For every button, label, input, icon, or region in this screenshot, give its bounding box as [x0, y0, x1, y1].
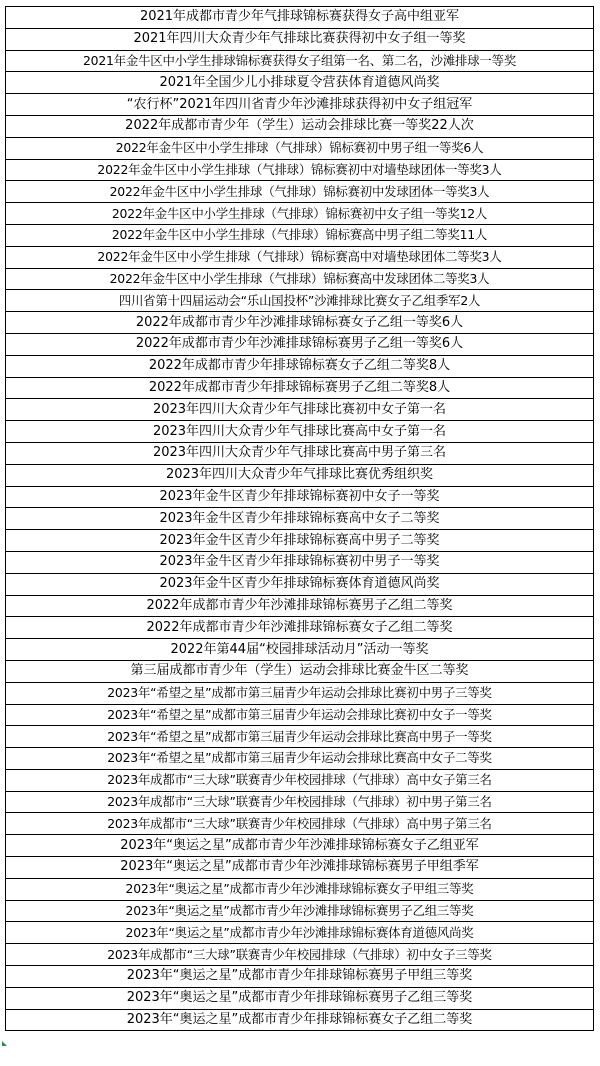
- award-cell[interactable]: 2023年四川大众青少年气排球比赛初中女子第一名: [6, 399, 594, 421]
- table-row: [6, 399, 594, 421]
- table-row: [6, 290, 594, 312]
- table-row: [6, 530, 594, 552]
- table-row: [6, 246, 594, 268]
- award-cell[interactable]: 2022年金牛区中小学生排球（气排球）锦标赛高中对墙垫球团体二等奖3人: [6, 246, 594, 268]
- table-row: [6, 922, 594, 944]
- table-row: [6, 355, 594, 377]
- table-row: [6, 987, 594, 1009]
- table-row: [6, 72, 594, 94]
- award-cell[interactable]: 2021年金牛区中小学生排球锦标赛获得女子组第一名、第二名，沙滩排球一等奖: [6, 50, 594, 72]
- award-cell[interactable]: 2023年“奥运之星”成都市青少年沙滩排球锦标赛女子甲组三等奖: [6, 878, 594, 900]
- table-row: [6, 944, 594, 966]
- table-row: [6, 50, 594, 72]
- award-cell[interactable]: 2023年成都市“三大球”联赛青少年校园排球（气排球）高中男子第三名: [6, 813, 594, 835]
- award-cell[interactable]: 2023年“希望之星”成都市第三届青少年运动会排球比赛初中女子一等奖: [6, 704, 594, 726]
- award-cell[interactable]: 2022年成都市青少年沙滩排球锦标赛女子乙组二等奖: [6, 617, 594, 639]
- award-cell[interactable]: 2023年“奥运之星”成都市青少年排球锦标赛男子甲组三等奖: [6, 966, 594, 988]
- award-cell[interactable]: 2022年金牛区中小学生排球（气排球）锦标赛初中女子组一等奖12人: [6, 203, 594, 225]
- table-row: [6, 704, 594, 726]
- award-cell[interactable]: 2022年成都市青少年（学生）运动会排球比赛一等奖22人次: [6, 115, 594, 137]
- table-row: [6, 682, 594, 704]
- table-row: [6, 813, 594, 835]
- award-cell[interactable]: 2021年全国少儿小排球夏令营获体育道德风尚奖: [6, 72, 594, 94]
- award-cell[interactable]: 2023年四川大众青少年气排球比赛优秀组织奖: [6, 464, 594, 486]
- table-row: [6, 464, 594, 486]
- award-cell[interactable]: 2023年“奥运之星”成都市青少年沙滩排球锦标赛女子乙组亚军: [6, 835, 594, 857]
- table-row: [6, 333, 594, 355]
- table-row: [6, 268, 594, 290]
- award-cell[interactable]: 2023年金牛区青少年排球锦标赛初中男子一等奖: [6, 551, 594, 573]
- table-row: [6, 573, 594, 595]
- cell-corner-marker: [2, 1041, 7, 1046]
- award-cell[interactable]: 四川省第十四届运动会“乐山国投杯”沙滩排球比赛女子乙组季军2人: [6, 290, 594, 312]
- award-cell[interactable]: 2022年金牛区中小学生排球（气排球）锦标赛初中男子组一等奖6人: [6, 137, 594, 159]
- table-row: [6, 224, 594, 246]
- table-row: [6, 595, 594, 617]
- award-cell[interactable]: 2022年金牛区中小学生排球（气排球）锦标赛初中发球团体一等奖3人: [6, 181, 594, 203]
- award-cell[interactable]: 2022年成都市青少年沙滩排球锦标赛男子乙组二等奖: [6, 595, 594, 617]
- table-row: [6, 181, 594, 203]
- table-row: [6, 203, 594, 225]
- award-cell[interactable]: 2021年四川大众青少年气排球比赛获得初中女子组一等奖: [6, 28, 594, 50]
- table-row: [6, 551, 594, 573]
- award-cell[interactable]: 2023年“奥运之星”成都市青少年沙滩排球锦标赛男子甲组季军: [6, 857, 594, 879]
- award-cell[interactable]: 2023年“希望之星”成都市第三届青少年运动会排球比赛高中女子二等奖: [6, 748, 594, 770]
- table-row: [6, 617, 594, 639]
- table-row: [6, 115, 594, 137]
- award-cell[interactable]: 2022年第44届“校园排球活动月”活动一等奖: [6, 639, 594, 661]
- award-cell[interactable]: 2023年“奥运之星”成都市青少年排球锦标赛女子乙组二等奖: [6, 1009, 594, 1031]
- table-row: [6, 486, 594, 508]
- award-cell[interactable]: 2022年成都市青少年排球锦标赛男子乙组二等奖8人: [6, 377, 594, 399]
- awards-table-body: [6, 7, 594, 1031]
- award-cell[interactable]: 2023年金牛区青少年排球锦标赛初中女子一等奖: [6, 486, 594, 508]
- award-cell[interactable]: 2023年成都市“三大球”联赛青少年校园排球（气排球）初中男子第三名: [6, 791, 594, 813]
- award-cell[interactable]: 2023年四川大众青少年气排球比赛高中女子第一名: [6, 421, 594, 443]
- award-cell[interactable]: 2022年成都市青少年排球锦标赛女子乙组二等奖8人: [6, 355, 594, 377]
- award-cell[interactable]: 2023年金牛区青少年排球锦标赛体育道德风尚奖: [6, 573, 594, 595]
- award-cell[interactable]: 2022年金牛区中小学生排球（气排球）锦标赛高中男子组二等奖11人: [6, 224, 594, 246]
- award-cell[interactable]: 2023年“奥运之星”成都市青少年沙滩排球锦标赛男子乙组三等奖: [6, 900, 594, 922]
- table-row: [6, 900, 594, 922]
- table-row: [6, 7, 594, 29]
- award-cell[interactable]: 2022年金牛区中小学生排球（气排球）锦标赛初中对墙垫球团体一等奖3人: [6, 159, 594, 181]
- award-cell[interactable]: 2022年成都市青少年沙滩排球锦标赛男子乙组一等奖6人: [6, 333, 594, 355]
- table-row: [6, 377, 594, 399]
- table-row: [6, 748, 594, 770]
- table-row: [6, 159, 594, 181]
- award-cell[interactable]: 2022年成都市青少年沙滩排球锦标赛女子乙组一等奖6人: [6, 312, 594, 334]
- table-row: [6, 878, 594, 900]
- award-cell[interactable]: “农行杯”2021年四川省青少年沙滩排球获得初中女子组冠军: [6, 94, 594, 116]
- award-cell[interactable]: 第三届成都市青少年（学生）运动会排球比赛金牛区二等奖: [6, 660, 594, 682]
- award-cell[interactable]: 2023年“奥运之星”成都市青少年排球锦标赛男子乙组三等奖: [6, 987, 594, 1009]
- table-row: [6, 857, 594, 879]
- table-row: [6, 421, 594, 443]
- table-row: [6, 94, 594, 116]
- table-row: [6, 1009, 594, 1031]
- table-row: [6, 442, 594, 464]
- award-cell[interactable]: 2023年四川大众青少年气排球比赛高中男子第三名: [6, 442, 594, 464]
- award-cell[interactable]: 2023年金牛区青少年排球锦标赛高中男子二等奖: [6, 530, 594, 552]
- award-cell[interactable]: 2022年金牛区中小学生排球（气排球）锦标赛高中发球团体二等奖3人: [6, 268, 594, 290]
- award-cell[interactable]: 2023年“希望之星”成都市第三届青少年运动会排球比赛初中男子三等奖: [6, 682, 594, 704]
- table-row: [6, 835, 594, 857]
- table-row: [6, 791, 594, 813]
- award-cell[interactable]: 2023年金牛区青少年排球锦标赛高中女子二等奖: [6, 508, 594, 530]
- table-row: [6, 312, 594, 334]
- table-row: [6, 28, 594, 50]
- award-cell[interactable]: 2023年“奥运之星”成都市青少年沙滩排球锦标赛体育道德风尚奖: [6, 922, 594, 944]
- table-row: [6, 966, 594, 988]
- award-cell[interactable]: 2023年“希望之星”成都市第三届青少年运动会排球比赛高中男子一等奖: [6, 726, 594, 748]
- table-row: [6, 726, 594, 748]
- table-row: [6, 137, 594, 159]
- award-cell[interactable]: 2021年成都市青少年气排球锦标赛获得女子高中组亚军: [6, 7, 594, 29]
- table-row: [6, 639, 594, 661]
- award-cell[interactable]: 2023年成都市“三大球”联赛青少年校园排球（气排球）高中女子第三名: [6, 769, 594, 791]
- table-row: [6, 769, 594, 791]
- table-row: [6, 660, 594, 682]
- table-row: [6, 508, 594, 530]
- award-cell[interactable]: 2023年成都市“三大球”联赛青少年校园排球（气排球）初中女子三等奖: [6, 944, 594, 966]
- awards-table: [5, 6, 594, 1031]
